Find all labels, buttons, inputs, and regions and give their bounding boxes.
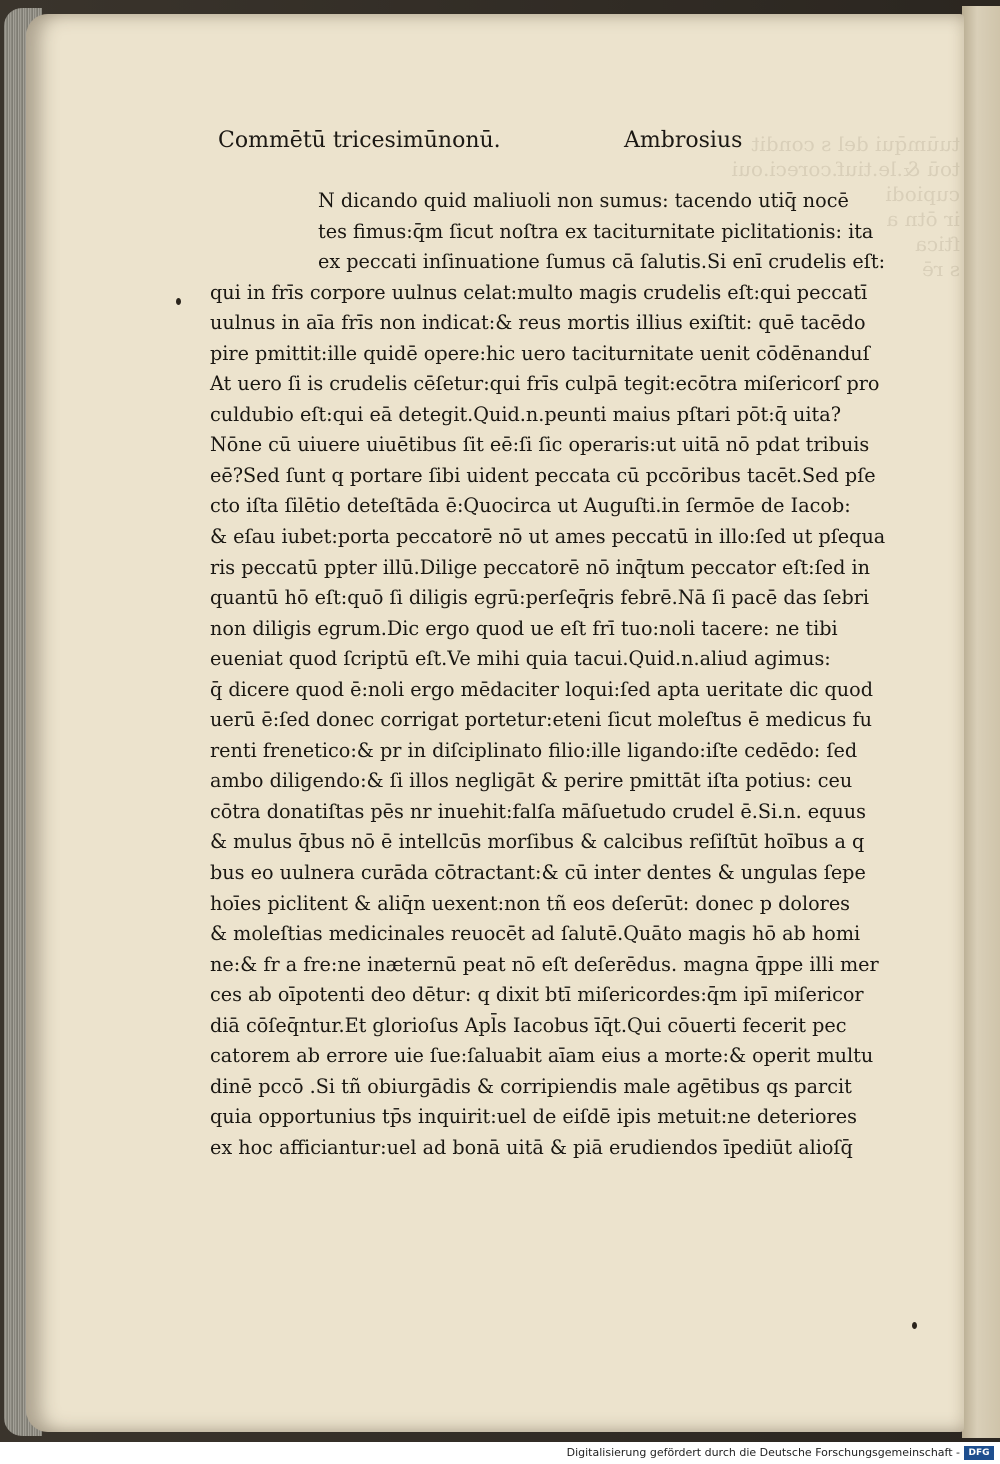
digitization-credit-bar xyxy=(0,1442,1000,1464)
text-line: tes fimus:q̄m ſicut noſtra ex taciturnitate piclitationis: ita xyxy=(318,219,874,243)
text-line: Nōne cū uiuere uiuētibus ſit eē:ſi ſic operaris:ut uitā nō pdat tribuis xyxy=(210,433,870,457)
text-line: non diligis egrum.Dic ergo quod ue eſt frī tuo:noli tacere: ne tibi xyxy=(210,616,838,640)
text-line: & mulus q̄bus nō ē intellcūs morſibus & calcibus reſiſtūt hoībus a q xyxy=(210,830,865,854)
text-line: ambo diligendo:& ſi illos negligāt & perire pmittāt iſta potius: ceu xyxy=(210,769,853,793)
text-line: catorem ab errore uie ſue:ſaluabit aīam eius a morte:& operit multu xyxy=(210,1044,874,1068)
dfg-logo: DFG xyxy=(964,1446,994,1460)
text-line: renti frenetico:& pr in diſciplinato filio:ille ligando:iſte cedēdo: ſed xyxy=(210,738,858,762)
text-line: At uero ſi is crudelis cēſetur:qui frīs culpā tegit:ecōtra miſericorſ pro xyxy=(210,372,880,396)
text-line: & moleſtias medicinales reuocēt ad ſalutē.Quāto magis hō ab homi xyxy=(210,922,861,946)
bleed-line: tuūmq̄ui del s condit xyxy=(751,132,960,156)
bleed-line: ſtica xyxy=(915,232,960,256)
facing-page-edge xyxy=(962,6,1000,1438)
text-line: ne:& fr a fre:ne inæternū peat nō eſt deſerēdus. magna q̄ppe illi mer xyxy=(210,952,879,976)
author-title: Ambrosius xyxy=(624,128,743,153)
text-line: q̄ dicere quod ē:noli ergo mēdaciter loqui:ſed apta ueritate dic quod xyxy=(210,677,873,701)
text-line: eē?Sed ſunt q portare ſibi uident peccata cū pccōribus tacēt.Sed pſe xyxy=(210,463,876,487)
text-line: qui in frīs corpore uulnus celat:multo magis crudelis eſt:qui peccatī xyxy=(210,280,868,304)
text-line: quantū hō eſt:quō ſi diligis egrū:perſeq̄ris febrē.Nā ſi pacē das ſebri xyxy=(210,586,870,610)
text-line: culdubio eſt:qui eā detegit.Quid.n.peunti maius pſtari pōt:q̄ uita? xyxy=(210,402,841,426)
text-line: diā cōſeq̄ntur.Et glorioſus Apl̄s Iacobus īq̄t.Qui cōuerti fecerit pec xyxy=(210,1013,847,1037)
text-line: & eſau iubet:porta peccatorē nō ut ames peccatū in illo:ſed ut pſequa xyxy=(210,525,886,549)
text-line: cto iſta ſilētio deteſtāda ē:Quocirca ut Auguſti.in ſermōe de Iacob: xyxy=(210,494,851,518)
credit-text: Digitalisierung gefördert durch die Deutsche Forschungsgemeinschaft - xyxy=(566,1446,960,1459)
body-text xyxy=(210,186,910,1164)
text-line: eueniat quod ſcriptū eſt.Ve mihi quia tacui.Quid.n.aliud agimus: xyxy=(210,647,831,671)
text-line: uerū ē:ſed donec corrigat portetur:eteni ſicut moleſtus ē medicus fu xyxy=(210,708,872,732)
text-line: ex hoc afficiantur:uel ad bonā uitā & piā erudiendos īpediūt alioſq̄ xyxy=(210,1135,853,1159)
text-line: dinē pccō .Si tñ obiurgādis & corripiendis male agētibus qs parcit xyxy=(210,1074,852,1098)
running-title: Commētū tricesimūnonū. xyxy=(218,128,501,153)
text-line: bus eo uulnera curāda cōtractant:& cū inter dentes & ungulas ſepe xyxy=(210,861,866,885)
text-line: quia opportunius tp̄s inquirit:uel de eiſdē ipis metuit:ne deteriores xyxy=(210,1105,857,1129)
bleed-line: s rē xyxy=(921,257,960,281)
text-line: ces ab oīpotenti deo dētur: q dixit btī miſericordes:q̄m ipī miſericor xyxy=(210,983,864,1007)
text-line: ris peccatū ppter illū.Dilige peccatorē nō inq̄tum peccator eſt:ſed in xyxy=(210,555,870,579)
text-line: cōtra donatiſtas pēs nr inuehit:falſa māſuetudo crudel ē.Si.n. equus xyxy=(210,799,866,823)
paper-speck xyxy=(912,1322,917,1329)
running-header xyxy=(218,128,908,162)
text-line: N dicando quid maliuoli non sumus: tacendo utiq̄ nocē xyxy=(318,189,849,212)
text-line: ex peccati inſinuatione ſumus cā ſalutis.Si enī crudelis eſt: xyxy=(318,250,886,274)
bleed-line: ir ōtn a xyxy=(886,207,960,231)
text-line: hoīes piclitent & aliq̄n uexent:non tñ eos deſerūt: donec p dolores xyxy=(210,891,851,915)
text-line: uulnus in aīa frīs non indicat:& reus mortis illius exiſtit: quē tacēdo xyxy=(210,311,866,335)
paper-speck xyxy=(176,298,181,305)
bleed-line: toū &.le.tiuf.coreci.oui cupiodi xyxy=(731,157,960,206)
text-line: pire pmittit:ille quidē opere:hic uero taciturnitate uenit cōdēnanduſ xyxy=(210,341,870,365)
